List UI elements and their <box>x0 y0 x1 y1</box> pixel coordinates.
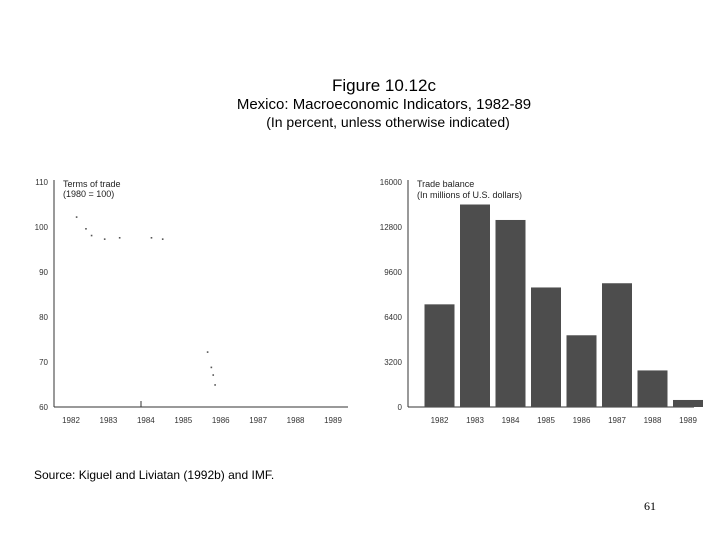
tot-x-tick-label: 1984 <box>136 416 155 425</box>
tb-x-tick-label: 1989 <box>679 416 697 425</box>
tot-subtitle: (1980 = 100) <box>63 189 115 199</box>
tot-x-tick-label: 1989 <box>324 416 342 425</box>
tot-y-tick-label: 70 <box>39 358 48 367</box>
figure-title: Mexico: Macroeconomic Indicators, 1982-89 <box>236 96 532 113</box>
tb-bar <box>602 283 632 407</box>
tb-bar <box>496 220 526 407</box>
tot-point <box>151 237 153 239</box>
tb-bar <box>425 304 455 407</box>
tb-bar <box>638 370 668 407</box>
tot-y-tick-label: 90 <box>39 268 48 277</box>
tot-point <box>76 216 78 218</box>
tb-title: Trade balance <box>417 179 475 189</box>
tot-y-tick-label: 110 <box>35 178 48 187</box>
tb-x-tick-label: 1983 <box>466 416 484 425</box>
tot-x-tick-label: 1982 <box>62 416 80 425</box>
source-note: Source: Kiguel and Liviatan (1992b) and IMF. <box>34 468 275 482</box>
figure-number: Figure 10.12c <box>332 76 436 95</box>
tot-x-tick-label: 1988 <box>286 416 305 425</box>
tb-y-tick-label: 9600 <box>384 268 402 277</box>
tot-point <box>162 238 164 240</box>
tot-y-tick-label: 100 <box>34 223 48 232</box>
page-number: 61 <box>644 499 656 513</box>
tb-subtitle: (In millions of U.S. dollars) <box>417 190 523 200</box>
tot-x-tick-label: 1987 <box>249 416 268 425</box>
tot-x-tick-label: 1986 <box>211 416 230 425</box>
tot-point <box>207 351 209 353</box>
tb-bar <box>531 287 561 407</box>
figure-subtitle: (In percent, unless otherwise indicated) <box>266 114 510 130</box>
tb-y-tick-label: 16000 <box>379 178 402 187</box>
tot-y-tick-label: 80 <box>39 313 48 322</box>
tot-x-tick-label: 1985 <box>174 416 193 425</box>
tb-x-tick-label: 1984 <box>501 416 520 425</box>
tot-x-tick-label: 1983 <box>99 416 118 425</box>
tb-bar <box>673 400 703 407</box>
tb-x-tick-label: 1987 <box>608 416 626 425</box>
tot-point <box>212 374 214 376</box>
tot-point <box>119 237 121 239</box>
tb-y-tick-label: 0 <box>397 403 402 412</box>
tot-title: Terms of trade <box>63 179 121 189</box>
tb-bar <box>567 335 597 407</box>
tot-point <box>91 235 93 237</box>
tot-point <box>211 367 213 369</box>
tot-point <box>214 384 216 386</box>
tot-point <box>85 228 87 230</box>
tb-y-tick-label: 6400 <box>384 313 402 322</box>
tb-x-tick-label: 1986 <box>572 416 591 425</box>
tb-bar <box>460 205 490 408</box>
tb-x-tick-label: 1985 <box>537 416 555 425</box>
tb-x-tick-label: 1988 <box>643 416 662 425</box>
tb-y-tick-label: 12800 <box>379 223 402 232</box>
tb-y-tick-label: 3200 <box>384 358 402 367</box>
tb-x-tick-label: 1982 <box>430 416 449 425</box>
tot-point <box>104 238 106 240</box>
tot-y-tick-label: 60 <box>39 403 48 412</box>
